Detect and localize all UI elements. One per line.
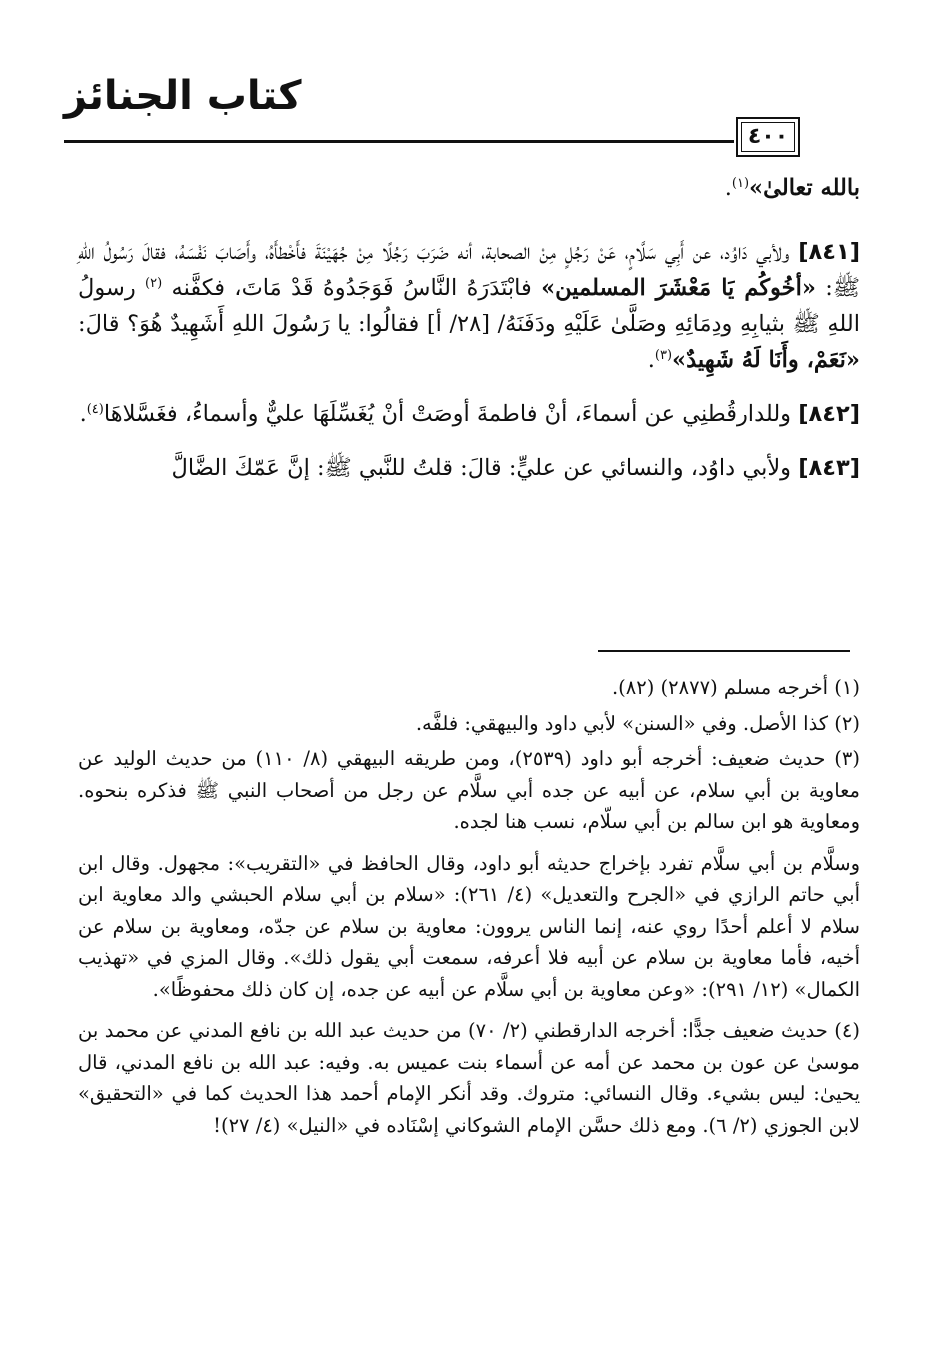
hadith-number-843: [٨٤٣] — [798, 455, 860, 481]
p0-text: بالله تعالىٰ» — [749, 175, 860, 201]
footnote-ref-1: (١) — [731, 176, 750, 191]
main-text — [78, 170, 860, 486]
paragraph-843 — [78, 450, 860, 486]
footnote-4: (٤) حديث ضعيف جدًّا: أخرجه الدارقطني (٢/ ٧٠) من حديث عبد الله بن نافع المدني عن محمد بن موسىٰ عن عون بن محمد عن أمه عن أسماء بنت عميس به. وفيه: عبد الله بن نافع المدني، قال يحيىٰ: ليس بشيء. وقال النسائي: متروك. وقد أنكر الإمام أحمد هذا الحديث كما في «التحقيق» لابن الجوزي (٢/ ٦). ومع ذلك حسَّن الإمام الشوكاني إسْنَاده في «النيل» (٤/ ٢٧)! — [78, 1019, 860, 1137]
footnote-3b: وسلَّام بن أبي سلَّام تفرد بإخراج حديثه أبو داود، وقال الحافظ في «التقريب»: مجهول. وقال ابن أبي حاتم الرازي في «الجرح والتعديل» (٤/ ٢٦١): «سلام بن أبي سلام الحبشي والد معاوية ابن سلام لا أعلم أحدًا روي عنه، إنما الناس يروون: معاوية بن سلام عن جدّه، ومعاوية بن سلام عن أخيه، فأما معاوية بن سلام عن أبيه فلا أعرفه، سمعت أبي يقول ذلك». وقال المزي في «تهذيب الكمال» (١٢/ ٢٩١): «وعن معاوية بن أبي سلَّام عن أبيه عن جده، إن كان ذلك محفوظًا». — [78, 851, 860, 1001]
footnote-ref-4: (٤) — [86, 402, 104, 417]
p1-text-a: ولأبي دَاوُد، عن أَبِي سَلَّامٍ، عَنْ رَجُلٍ مِنْ الصحابة، أنه ضَرَبَ رَجُلًا مِنْ جُهَيْنَةَ فأَخْطأَهُ، وأَصَابَ نَفْسَهُ، فقالَ رَسُولُ اللهِ ﷺ: — [78, 239, 861, 301]
footnote-ref-3: (٣) — [654, 348, 673, 363]
hadith-number-842: [٨٤٢] — [798, 401, 860, 427]
paragraph-0: بالله تعالىٰ»$^{(١)}$. — [724, 175, 860, 201]
p2-text: وللدارقُطنِي عن أسماءَ، أنْ فاطمةَ أوصَتْ أنْ يُغَسِّلَهَا عليٌّ وأسماءُ، فغَسَّلاهَا — [103, 401, 792, 427]
p1-quote-1: «أخُوكُم يَا مَعْشَرَ المسلمين» — [541, 275, 816, 301]
footnote-ref-2: (٢) — [145, 276, 163, 291]
page-number: ٤٠٠ — [736, 117, 800, 157]
book-title: كتاب الجنائز — [64, 73, 302, 119]
paragraph-841: [٨٤١] ولأبي دَاوُد، عن أَبِي سَلَّامٍ، عَنْ رَجُلٍ مِنْ الصحابة، أنه ضَرَبَ رَجُلًا مِنْ جُهَيْنَةَ فأَخْطأَهُ، وأَصَابَ نَفْسَهُ، فقالَ رَسُولُ اللهِ ﷺ: «أخُوكُم يَا مَعْشَرَ المسلمين» فابْتَدَرَهُ النَّاسُ فَوَجَدُوهُ قَدْ مَاتَ، فكفَّنه $^{(٢)}$ رسولُ اللهِ ﷺ بثيابِهِ ودِمَائِهِ وصَلَّىٰ عَلَيْهِ ودَفَنَهُ/ [٢٨/ أ] فقالُوا: يا رَسُولَ اللهِ أَشَهِيدٌ هُوَ؟ قالَ: «نَعَمْ، وأَنَا لَهُ شَهِيدٌ»$^{(٣)}$. — [78, 239, 861, 373]
p1-text-c: فابْتَدَرَهُ النَّاسُ فَوَجَدُوهُ قَدْ مَاتَ، فكفَّنه — [162, 275, 542, 301]
footnote-2: (٢) كذا الأصل. وفي «السنن» لأبي داود والبيهقي: فلفَّه. — [415, 711, 860, 735]
p3-text: ولأبي داوُد، والنسائي عن عليٍّ: قالَ: قلتُ للنَّبي ﷺ: إنَّ عَمّكَ الضَّالَّ — [171, 455, 792, 481]
p1-quote-2: «نَعَمْ، وأَنَا لَهُ شَهِيدٌ» — [672, 347, 860, 373]
paragraph-842: [٨٤٢] وللدارقُطنِي عن أسماءَ، أنْ فاطمةَ أوصَتْ أنْ يُغَسِّلَهَا عليٌّ وأسماءُ، فغَسَّلاهَا$^{(٤)}$. — [79, 401, 860, 427]
footnote-3a: (٣) حديث ضعيف: أخرجه أبو داود (٢٥٣٩)، ومن طريقه البيهقي (٨/ ١١٠) من حديث الوليد عن معاوية بن أبي سلام، عن أبيه عن جده أبي سلَّام عن رجل من أصحاب النبي ﷺ فذكره بنحوه. ومعاوية هو ابن سالم بن أبي سلّام، نسب هنا لجده. — [78, 747, 860, 833]
header-rule — [64, 140, 734, 143]
footnote-1: (١) أخرجه مسلم (٢٨٧٧) (٨٢). — [611, 676, 860, 699]
hadith-number-841: [٨٤١] — [798, 239, 860, 265]
footnotes — [78, 672, 860, 1141]
p1-text-d: رسولُ اللهِ ﷺ بثيابِهِ ودِمَائِهِ وصَلَّىٰ عَلَيْهِ ودَفَنَهُ/ [٢٨/ أ] فقالُوا: يا رَسُولَ اللهِ أَشَهِيدٌ هُوَ؟ قالَ: — [78, 275, 860, 337]
footnote-separator — [598, 650, 850, 652]
